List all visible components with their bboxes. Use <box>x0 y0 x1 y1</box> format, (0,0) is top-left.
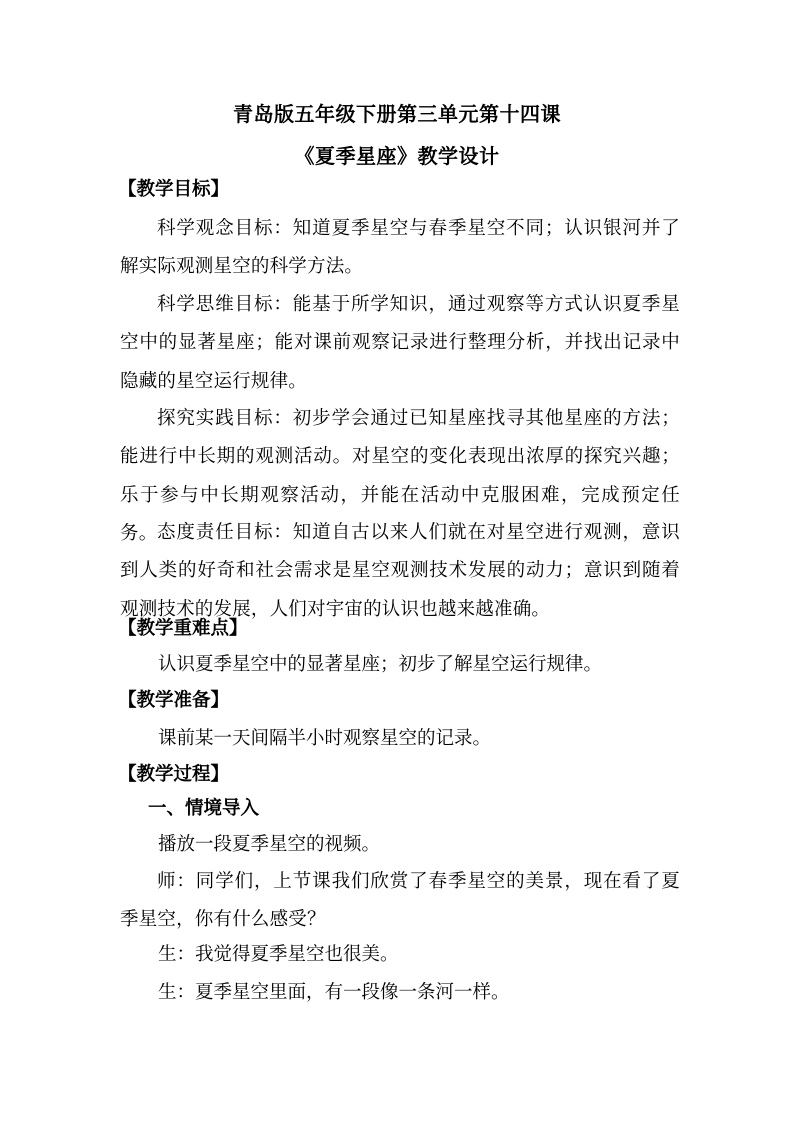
key-points-text: 认识夏季星空中的显著星座；初步了解星空运行规律。 <box>158 654 603 675</box>
preparation-text: 课前某一天间隔半小时观察星空的记录。 <box>158 728 492 749</box>
preparation-heading: 【教学准备】 <box>118 690 230 711</box>
key-points-heading: 【教学重难点】 <box>118 618 248 639</box>
step1-video-line: 播放一段夏季星空的视频。 <box>158 834 381 855</box>
document-subtitle: 《夏季星座》教学设计 <box>294 144 500 168</box>
teacher-line: 师：同学们，上节课我们欣赏了春季星空的美景，现在看了夏季星空，你有什么感受？ <box>120 871 680 931</box>
objective-inquiry-practice: 探究实践目标：初步学会通过已知星座找寻其他星座的方法；能进行中长期的观测活动。对星空的变化表现出浓厚的探究兴趣；乐于参与中长期观察活动，并能在活动中克服困难，完成预定任务。 <box>120 408 680 544</box>
objective-science-concept: 科学观念目标：知道夏季星空与春季星空不同；认识银河并了解实际观测星空的科学方法。 <box>120 218 680 278</box>
student-line-1: 生：我觉得夏季星空也很美。 <box>158 944 399 965</box>
objectives-heading: 【教学目标】 <box>118 179 230 200</box>
student-line-2: 生：夏季星空里面，有一段像一条河一样。 <box>158 982 510 1003</box>
step1-heading: 一、情境导入 <box>148 798 260 819</box>
objective-science-thinking: 科学思维目标：能基于所学知识，通过观察等方式认识夏季星空中的显著星座；能对课前观察记录进行整理分析，并找出记录中隐藏的星空运行规律。 <box>120 294 680 392</box>
process-heading: 【教学过程】 <box>118 764 230 785</box>
objective-attitude-responsibility: 态度责任目标：知道自古以来人们就在对星空进行观测，意识到人类的好奇和社会需求是星空观测技术发展的动力；意识到随着观测技术的发展，人们对宇宙的认识也越来越准确。 <box>120 522 680 620</box>
document-title: 青岛版五年级下册第三单元第十四课 <box>233 102 561 126</box>
